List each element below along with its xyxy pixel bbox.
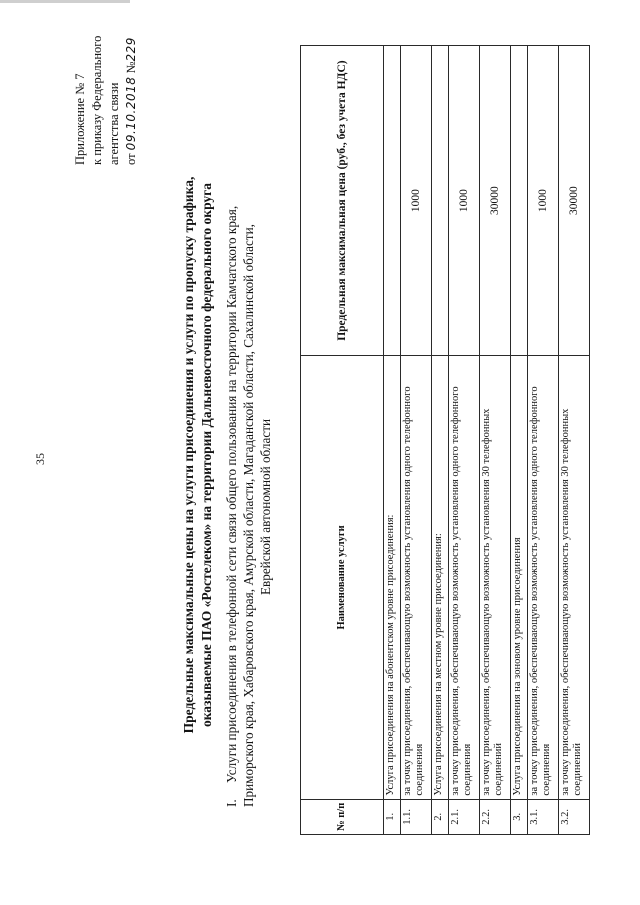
row-num: 3.1. bbox=[528, 799, 559, 834]
appendix-block bbox=[72, 0, 140, 165]
row-num: 2.2. bbox=[480, 799, 511, 834]
appendix-line-3: агентства связи bbox=[107, 82, 121, 165]
title-line-1: Предельные максимальные цены на услуги присоединения и услуги по пропуску трафика, bbox=[181, 176, 196, 734]
price-table bbox=[300, 45, 590, 835]
row-price: 30000 bbox=[559, 46, 590, 356]
row-num: 1. bbox=[384, 799, 401, 834]
table-header-row bbox=[301, 46, 384, 835]
row-name: Услуга присоединения на местном уровне присоединения: bbox=[432, 356, 449, 799]
row-name: Услуга присоединения на зоновом уровне присоединения bbox=[511, 356, 528, 799]
header-price: Предельная максимальная цена (руб., без учета НДС) bbox=[301, 46, 384, 356]
row-price: 1000 bbox=[401, 46, 432, 356]
table-row bbox=[559, 46, 590, 835]
section-number: I. bbox=[224, 799, 239, 807]
table-row bbox=[511, 46, 528, 835]
document-title bbox=[180, 95, 216, 815]
row-name: за точку присоединения, обеспечивающую возможность установления одного телефонного соединения bbox=[528, 356, 559, 799]
table-row bbox=[401, 46, 432, 835]
page-number: 35 bbox=[33, 453, 47, 465]
row-num: 1.1. bbox=[401, 799, 432, 834]
section-line-3: Еврейской автономной области bbox=[258, 418, 273, 596]
row-name: за точку присоединения, обеспечивающую возможность установления 30 телефонных соединений bbox=[480, 356, 511, 799]
row-name: Услуга присоединения на абонентском уровне присоединения: bbox=[384, 356, 401, 799]
title-line-2: оказываемые ПАО «Ростелеком» на территории Дальневосточного федерального округа bbox=[199, 182, 214, 728]
table-row bbox=[449, 46, 480, 835]
handwritten-date: 09.10.2018 bbox=[124, 76, 138, 151]
row-num: 3.2. bbox=[559, 799, 590, 834]
handwritten-number: 229 bbox=[124, 37, 138, 62]
row-price bbox=[432, 46, 449, 356]
section-heading bbox=[223, 87, 274, 807]
appendix-line-2: к приказу Федерального bbox=[90, 35, 104, 165]
appendix-date-line bbox=[123, 0, 140, 165]
section-line-1: Услуги присоединения в телефонной сети связи общего пользования на территории Камчатского края, bbox=[224, 205, 239, 783]
table-row bbox=[384, 46, 401, 835]
header-name: Наименование услуги bbox=[301, 356, 384, 799]
row-num: 2.1. bbox=[449, 799, 480, 834]
row-num: 3. bbox=[511, 799, 528, 834]
row-price: 30000 bbox=[480, 46, 511, 356]
row-price bbox=[511, 46, 528, 356]
table-row bbox=[432, 46, 449, 835]
section-line-2: Приморского края, Хабаровского края, Амурской области, Магаданской области, Сахалинской области, bbox=[241, 224, 256, 807]
row-num: 2. bbox=[432, 799, 449, 834]
table-row bbox=[480, 46, 511, 835]
number-prefix: № bbox=[124, 61, 138, 74]
row-name: за точку присоединения, обеспечивающую возможность установления одного телефонного соединения bbox=[401, 356, 432, 799]
header-num: № п/п bbox=[301, 799, 384, 834]
row-price: 1000 bbox=[449, 46, 480, 356]
row-price bbox=[384, 46, 401, 356]
date-prefix: от bbox=[124, 153, 138, 165]
row-name: за точку присоединения, обеспечивающую возможность установления 30 телефонных соединений bbox=[559, 356, 590, 799]
table-row bbox=[528, 46, 559, 835]
row-name: за точку присоединения, обеспечивающую возможность установления одного телефонного соединения bbox=[449, 356, 480, 799]
appendix-line-1: Приложение № 7 bbox=[73, 73, 87, 165]
row-price: 1000 bbox=[528, 46, 559, 356]
